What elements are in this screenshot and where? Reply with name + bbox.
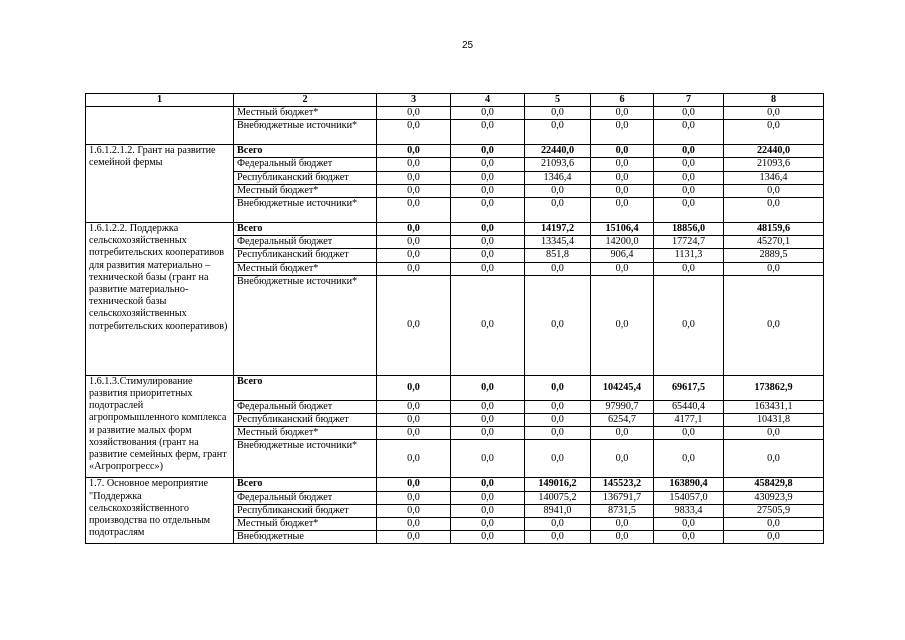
- value-cell-col-4: 0,0: [451, 518, 525, 531]
- value-cell-col-6: 0,0: [591, 531, 654, 544]
- value-cell-col-7: 0,0: [654, 427, 724, 440]
- value-cell-col-4: 0,0: [451, 249, 525, 262]
- funding-source-cell: Всего: [234, 375, 377, 400]
- header-col-4: 4: [451, 94, 525, 107]
- value-cell-col-7: 0,0: [654, 440, 724, 478]
- value-cell-col-8: 430923,9: [724, 491, 824, 504]
- value-cell-col-7: 0,0: [654, 171, 724, 184]
- value-cell-col-6: 0,0: [591, 262, 654, 275]
- value-cell-col-3: 0,0: [377, 427, 451, 440]
- value-cell-col-7: 163890,4: [654, 478, 724, 491]
- value-cell-col-3: 0,0: [377, 262, 451, 275]
- table-row: [86, 145, 824, 158]
- funding-source-cell: Внебюджетные: [234, 531, 377, 544]
- value-cell-col-4: 0,0: [451, 236, 525, 249]
- value-cell-col-7: 0,0: [654, 145, 724, 158]
- funding-source-cell: Всего: [234, 478, 377, 491]
- value-cell-col-8: 21093,6: [724, 158, 824, 171]
- value-cell-col-7: 0,0: [654, 107, 724, 120]
- value-cell-col-5: 8941,0: [525, 504, 591, 517]
- funding-source-cell: Всего: [234, 145, 377, 158]
- value-cell-col-5: 21093,6: [525, 158, 591, 171]
- value-cell-col-5: 0,0: [525, 120, 591, 145]
- value-cell-col-6: 0,0: [591, 427, 654, 440]
- value-cell-col-6: 14200,0: [591, 236, 654, 249]
- value-cell-col-7: 17724,7: [654, 236, 724, 249]
- value-cell-col-5: 0,0: [525, 275, 591, 375]
- value-cell-col-4: 0,0: [451, 262, 525, 275]
- value-cell-col-8: 10431,8: [724, 414, 824, 427]
- value-cell-col-8: 0,0: [724, 427, 824, 440]
- value-cell-col-7: 154057,0: [654, 491, 724, 504]
- table-body: [86, 107, 824, 544]
- value-cell-col-8: 0,0: [724, 275, 824, 375]
- value-cell-col-6: 136791,7: [591, 491, 654, 504]
- value-cell-col-5: 0,0: [525, 198, 591, 223]
- measure-name-cell: [86, 107, 234, 145]
- header-col-3: 3: [377, 94, 451, 107]
- table-row: [86, 478, 824, 491]
- value-cell-col-4: 0,0: [451, 531, 525, 544]
- value-cell-col-4: 0,0: [451, 120, 525, 145]
- value-cell-col-3: 0,0: [377, 120, 451, 145]
- value-cell-col-8: 458429,8: [724, 478, 824, 491]
- funding-source-cell: Республиканский бюджет: [234, 414, 377, 427]
- value-cell-col-5: 0,0: [525, 427, 591, 440]
- value-cell-col-3: 0,0: [377, 440, 451, 478]
- header-col-7: 7: [654, 94, 724, 107]
- funding-source-cell: Местный бюджет*: [234, 518, 377, 531]
- value-cell-col-8: 2889,5: [724, 249, 824, 262]
- value-cell-col-3: 0,0: [377, 145, 451, 158]
- funding-source-cell: Внебюджетные источники*: [234, 275, 377, 375]
- value-cell-col-6: 0,0: [591, 184, 654, 197]
- value-cell-col-6: 15106,4: [591, 223, 654, 236]
- value-cell-col-8: 0,0: [724, 107, 824, 120]
- value-cell-col-5: 140075,2: [525, 491, 591, 504]
- value-cell-col-5: 1346,4: [525, 171, 591, 184]
- table-row: [86, 375, 824, 400]
- value-cell-col-8: 45270,1: [724, 236, 824, 249]
- value-cell-col-8: 48159,6: [724, 223, 824, 236]
- value-cell-col-4: 0,0: [451, 158, 525, 171]
- funding-source-cell: Местный бюджет*: [234, 184, 377, 197]
- value-cell-col-6: 0,0: [591, 518, 654, 531]
- value-cell-col-3: 0,0: [377, 491, 451, 504]
- value-cell-col-3: 0,0: [377, 414, 451, 427]
- funding-source-cell: Внебюджетные источники*: [234, 440, 377, 478]
- header-col-2: 2: [234, 94, 377, 107]
- value-cell-col-8: 0,0: [724, 184, 824, 197]
- value-cell-col-7: 0,0: [654, 158, 724, 171]
- value-cell-col-8: 163431,1: [724, 400, 824, 413]
- value-cell-col-5: 0,0: [525, 400, 591, 413]
- value-cell-col-6: 906,4: [591, 249, 654, 262]
- value-cell-col-7: 9833,4: [654, 504, 724, 517]
- value-cell-col-4: 0,0: [451, 275, 525, 375]
- value-cell-col-4: 0,0: [451, 223, 525, 236]
- value-cell-col-7: 0,0: [654, 275, 724, 375]
- value-cell-col-7: 0,0: [654, 184, 724, 197]
- value-cell-col-4: 0,0: [451, 171, 525, 184]
- value-cell-col-7: 0,0: [654, 531, 724, 544]
- value-cell-col-3: 0,0: [377, 275, 451, 375]
- value-cell-col-7: 65440,4: [654, 400, 724, 413]
- header-col-5: 5: [525, 94, 591, 107]
- value-cell-col-6: 6254,7: [591, 414, 654, 427]
- funding-source-cell: Республиканский бюджет: [234, 504, 377, 517]
- value-cell-col-5: 149016,2: [525, 478, 591, 491]
- value-cell-col-3: 0,0: [377, 184, 451, 197]
- value-cell-col-3: 0,0: [377, 171, 451, 184]
- header-col-8: 8: [724, 94, 824, 107]
- value-cell-col-4: 0,0: [451, 491, 525, 504]
- table-row: [86, 223, 824, 236]
- value-cell-col-5: 0,0: [525, 414, 591, 427]
- value-cell-col-5: 0,0: [525, 262, 591, 275]
- value-cell-col-7: 0,0: [654, 262, 724, 275]
- value-cell-col-6: 8731,5: [591, 504, 654, 517]
- value-cell-col-6: 0,0: [591, 275, 654, 375]
- measure-name-cell: 1.6.1.2.2. Поддержка сельскохозяйственных потребительских кооперативов для развития материально – технической базы (грант на развитие материально-технической базы сельскохозяйственных потребительских кооперативов): [86, 223, 234, 376]
- value-cell-col-6: 104245,4: [591, 375, 654, 400]
- value-cell-col-3: 0,0: [377, 223, 451, 236]
- value-cell-col-3: 0,0: [377, 107, 451, 120]
- value-cell-col-6: 0,0: [591, 120, 654, 145]
- value-cell-col-5: 0,0: [525, 440, 591, 478]
- value-cell-col-3: 0,0: [377, 375, 451, 400]
- measure-name-cell: 1.6.1.3.Стимулирование развития приоритетных подотраслей агропромышленного комплекса и развитие малых форм хозяйствования (грант на развитие семейных ферм, грант «Агропрогресс»): [86, 375, 234, 478]
- funding-source-cell: Местный бюджет*: [234, 262, 377, 275]
- value-cell-col-5: 0,0: [525, 375, 591, 400]
- value-cell-col-8: 0,0: [724, 262, 824, 275]
- value-cell-col-4: 0,0: [451, 198, 525, 223]
- funding-source-cell: Внебюджетные источники*: [234, 198, 377, 223]
- value-cell-col-3: 0,0: [377, 198, 451, 223]
- funding-source-cell: Федеральный бюджет: [234, 236, 377, 249]
- value-cell-col-4: 0,0: [451, 107, 525, 120]
- table-row: [86, 107, 824, 120]
- funding-source-cell: Республиканский бюджет: [234, 171, 377, 184]
- value-cell-col-5: 14197,2: [525, 223, 591, 236]
- value-cell-col-8: 0,0: [724, 440, 824, 478]
- measure-name-cell: 1.7. Основное мероприятие "Поддержка сельскохозяйственного производства по отдельным подотраслям: [86, 478, 234, 544]
- value-cell-col-4: 0,0: [451, 440, 525, 478]
- value-cell-col-3: 0,0: [377, 478, 451, 491]
- value-cell-col-3: 0,0: [377, 504, 451, 517]
- value-cell-col-3: 0,0: [377, 531, 451, 544]
- header-col-6: 6: [591, 94, 654, 107]
- value-cell-col-5: 0,0: [525, 107, 591, 120]
- value-cell-col-4: 0,0: [451, 184, 525, 197]
- value-cell-col-7: 1131,3: [654, 249, 724, 262]
- value-cell-col-6: 97990,7: [591, 400, 654, 413]
- value-cell-col-6: 0,0: [591, 145, 654, 158]
- value-cell-col-8: 0,0: [724, 120, 824, 145]
- value-cell-col-8: 1346,4: [724, 171, 824, 184]
- value-cell-col-3: 0,0: [377, 236, 451, 249]
- value-cell-col-8: 0,0: [724, 198, 824, 223]
- table-header-row: [86, 94, 824, 107]
- value-cell-col-6: 0,0: [591, 107, 654, 120]
- value-cell-col-4: 0,0: [451, 145, 525, 158]
- value-cell-col-4: 0,0: [451, 400, 525, 413]
- page-number: 25: [461, 40, 474, 51]
- funding-source-cell: Федеральный бюджет: [234, 158, 377, 171]
- header-col-1: 1: [86, 94, 234, 107]
- value-cell-col-8: 173862,9: [724, 375, 824, 400]
- value-cell-col-5: 0,0: [525, 531, 591, 544]
- value-cell-col-7: 0,0: [654, 120, 724, 145]
- value-cell-col-3: 0,0: [377, 400, 451, 413]
- value-cell-col-7: 69617,5: [654, 375, 724, 400]
- value-cell-col-4: 0,0: [451, 427, 525, 440]
- value-cell-col-5: 851,8: [525, 249, 591, 262]
- value-cell-col-3: 0,0: [377, 249, 451, 262]
- value-cell-col-4: 0,0: [451, 504, 525, 517]
- value-cell-col-8: 22440,0: [724, 145, 824, 158]
- measure-name-cell: 1.6.1.2.1.2. Грант на развитие семейной фермы: [86, 145, 234, 223]
- value-cell-col-7: 0,0: [654, 198, 724, 223]
- value-cell-col-7: 4177,1: [654, 414, 724, 427]
- value-cell-col-6: 0,0: [591, 171, 654, 184]
- value-cell-col-8: 27505,9: [724, 504, 824, 517]
- value-cell-col-6: 0,0: [591, 158, 654, 171]
- value-cell-col-8: 0,0: [724, 518, 824, 531]
- value-cell-col-4: 0,0: [451, 414, 525, 427]
- funding-source-cell: Федеральный бюджет: [234, 491, 377, 504]
- value-cell-col-7: 18856,0: [654, 223, 724, 236]
- budget-table: [85, 93, 824, 544]
- value-cell-col-4: 0,0: [451, 478, 525, 491]
- value-cell-col-8: 0,0: [724, 531, 824, 544]
- value-cell-col-5: 0,0: [525, 184, 591, 197]
- value-cell-col-7: 0,0: [654, 518, 724, 531]
- value-cell-col-4: 0,0: [451, 375, 525, 400]
- value-cell-col-5: 0,0: [525, 518, 591, 531]
- value-cell-col-3: 0,0: [377, 158, 451, 171]
- value-cell-col-5: 13345,4: [525, 236, 591, 249]
- funding-source-cell: Всего: [234, 223, 377, 236]
- funding-source-cell: Федеральный бюджет: [234, 400, 377, 413]
- value-cell-col-3: 0,0: [377, 518, 451, 531]
- value-cell-col-6: 145523,2: [591, 478, 654, 491]
- funding-source-cell: Республиканский бюджет: [234, 249, 377, 262]
- funding-source-cell: Внебюджетные источники*: [234, 120, 377, 145]
- value-cell-col-6: 0,0: [591, 198, 654, 223]
- funding-source-cell: Местный бюджет*: [234, 427, 377, 440]
- funding-source-cell: Местный бюджет*: [234, 107, 377, 120]
- value-cell-col-6: 0,0: [591, 440, 654, 478]
- value-cell-col-5: 22440,0: [525, 145, 591, 158]
